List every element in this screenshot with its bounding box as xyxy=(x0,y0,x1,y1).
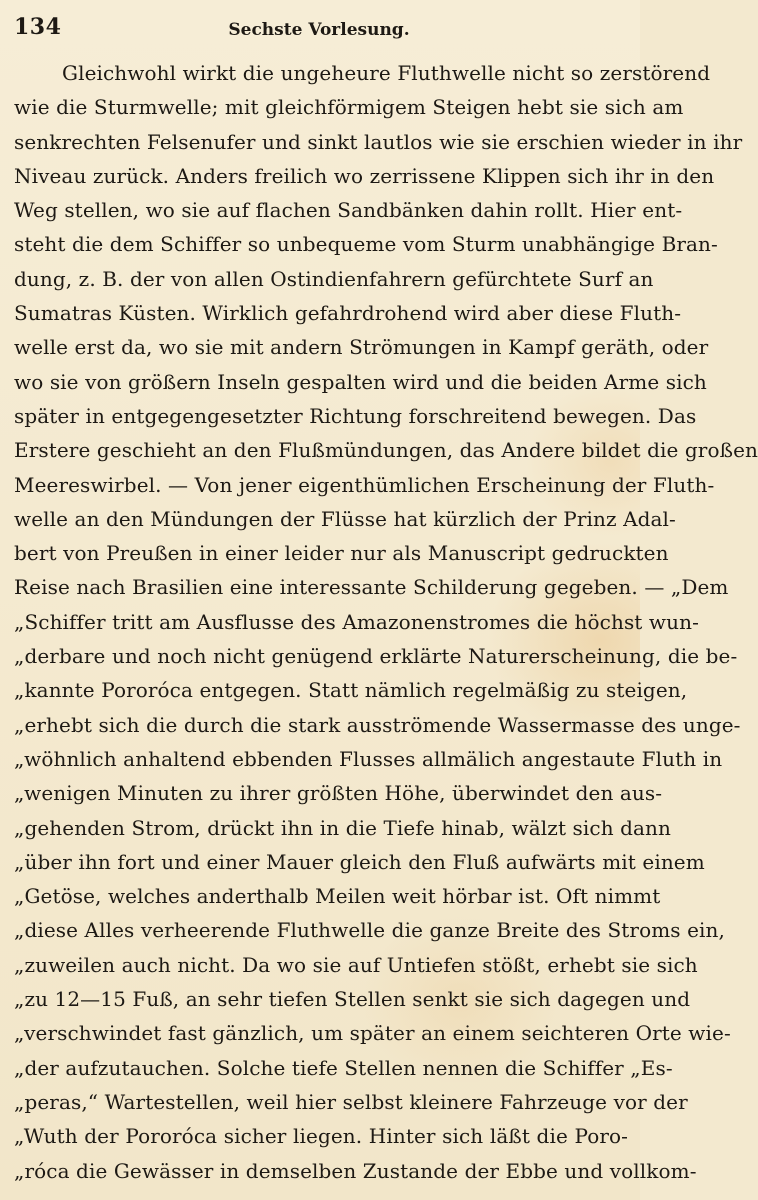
text-line: „gehenden Strom, drückt ihn in die Tiefe hinab, wälzt sich dann xyxy=(14,815,672,840)
text-line: Sumatras Küsten. Wirklich gefahrdrohend wird aber diese Fluth- xyxy=(14,301,682,326)
text-line: senkrechten Felsenufer und sinkt lautlos wie sie erschien wieder in ihr xyxy=(14,129,743,154)
text-line: wo sie von größern Inseln gespalten wird und die beiden Arme sich xyxy=(14,369,707,394)
text-line: „peras,“ Wartestellen, weil hier selbst kleinere Fahrzeuge vor der xyxy=(14,1089,688,1114)
text-line: „über ihn fort und einer Mauer gleich den Fluß aufwärts mit einem xyxy=(14,849,705,874)
text-line: später in entgegengesetzter Richtung forschreitend bewegen. Das xyxy=(14,403,697,428)
running-head xyxy=(10,10,628,40)
text-line: dung, z. B. der von allen Ostindienfahrern gefürchtete Surf an xyxy=(14,266,654,291)
text-line: „zuweilen auch nicht. Da wo sie auf Untiefen stößt, erhebt sie sich xyxy=(14,952,698,977)
text-line: Gleichwohl wirkt die ungeheure Fluthwelle nicht so zerstörend xyxy=(62,61,711,85)
text-line: steht die dem Schiffer so unbequeme vom Sturm unabhängige Bran- xyxy=(14,232,718,257)
running-title: Sechste Vorlesung. xyxy=(228,20,410,40)
text-line: wie die Sturmwelle; mit gleichförmigem Steigen hebt sie sich am xyxy=(14,95,684,120)
text-line: „róca die Gewässer in demselben Zustande der Ebbe und vollkom- xyxy=(14,1158,697,1183)
text-line: welle erst da, wo sie mit andern Strömungen in Kampf geräth, oder xyxy=(14,335,709,360)
text-line: Weg stellen, wo sie auf flachen Sandbänken dahin rollt. Hier ent- xyxy=(14,198,683,223)
text-line: „verschwindet fast gänzlich, um später an einem seichteren Orte wie- xyxy=(14,1021,731,1046)
text-line: „diese Alles verheerende Fluthwelle die ganze Breite des Stroms ein, xyxy=(14,918,725,943)
text-line: Meereswirbel. — Von jener eigenthümlichen Erscheinung der Fluth- xyxy=(14,472,715,497)
text-line: „zu 12—15 Fuß, an sehr tiefen Stellen senkt sie sich dagegen und xyxy=(14,987,691,1012)
text-line: welle an den Mündungen der Flüsse hat kürzlich der Prinz Adal- xyxy=(14,506,676,531)
text-line: „kannte Pororóca entgegen. Statt nämlich regelmäßig zu steigen, xyxy=(14,678,688,703)
text-line: „der aufzutauchen. Solche tiefe Stellen nennen die Schiffer „Es- xyxy=(14,1055,673,1080)
page-number: 134 xyxy=(14,14,62,40)
text-line: „erhebt sich die durch die stark ausströmende Wassermasse des unge- xyxy=(14,712,741,737)
text-line: bert von Preußen in einer leider nur als Manuscript gedruckten xyxy=(14,541,669,566)
text-line: „derbare und noch nicht genügend erklärte Naturerscheinung, die be- xyxy=(14,644,738,669)
text-line: „Getöse, welches anderthalb Meilen weit hörbar ist. Oft nimmt xyxy=(14,884,661,909)
text-line: „Wuth der Pororóca sicher liegen. Hinter sich läßt die Poro- xyxy=(14,1124,628,1149)
text-line: Erstere geschieht an den Flußmündungen, das Andere bildet die großen xyxy=(14,438,758,463)
text-line: „Schiffer tritt am Ausflusse des Amazonenstromes die höchst wun- xyxy=(14,609,699,634)
text-line: „wenigen Minuten zu ihrer größten Höhe, überwindet den aus- xyxy=(14,781,663,806)
text-line: Reise nach Brasilien eine interessante Schilderung gegeben. — „Dem xyxy=(14,575,729,600)
text-line: „wöhnlich anhaltend ebbenden Flusses allmälich angestaute Fluth in xyxy=(14,746,723,771)
text-line: Niveau zurück. Anders freilich wo zerrissene Klippen sich ihr in den xyxy=(14,163,715,188)
body-text xyxy=(14,56,758,1188)
